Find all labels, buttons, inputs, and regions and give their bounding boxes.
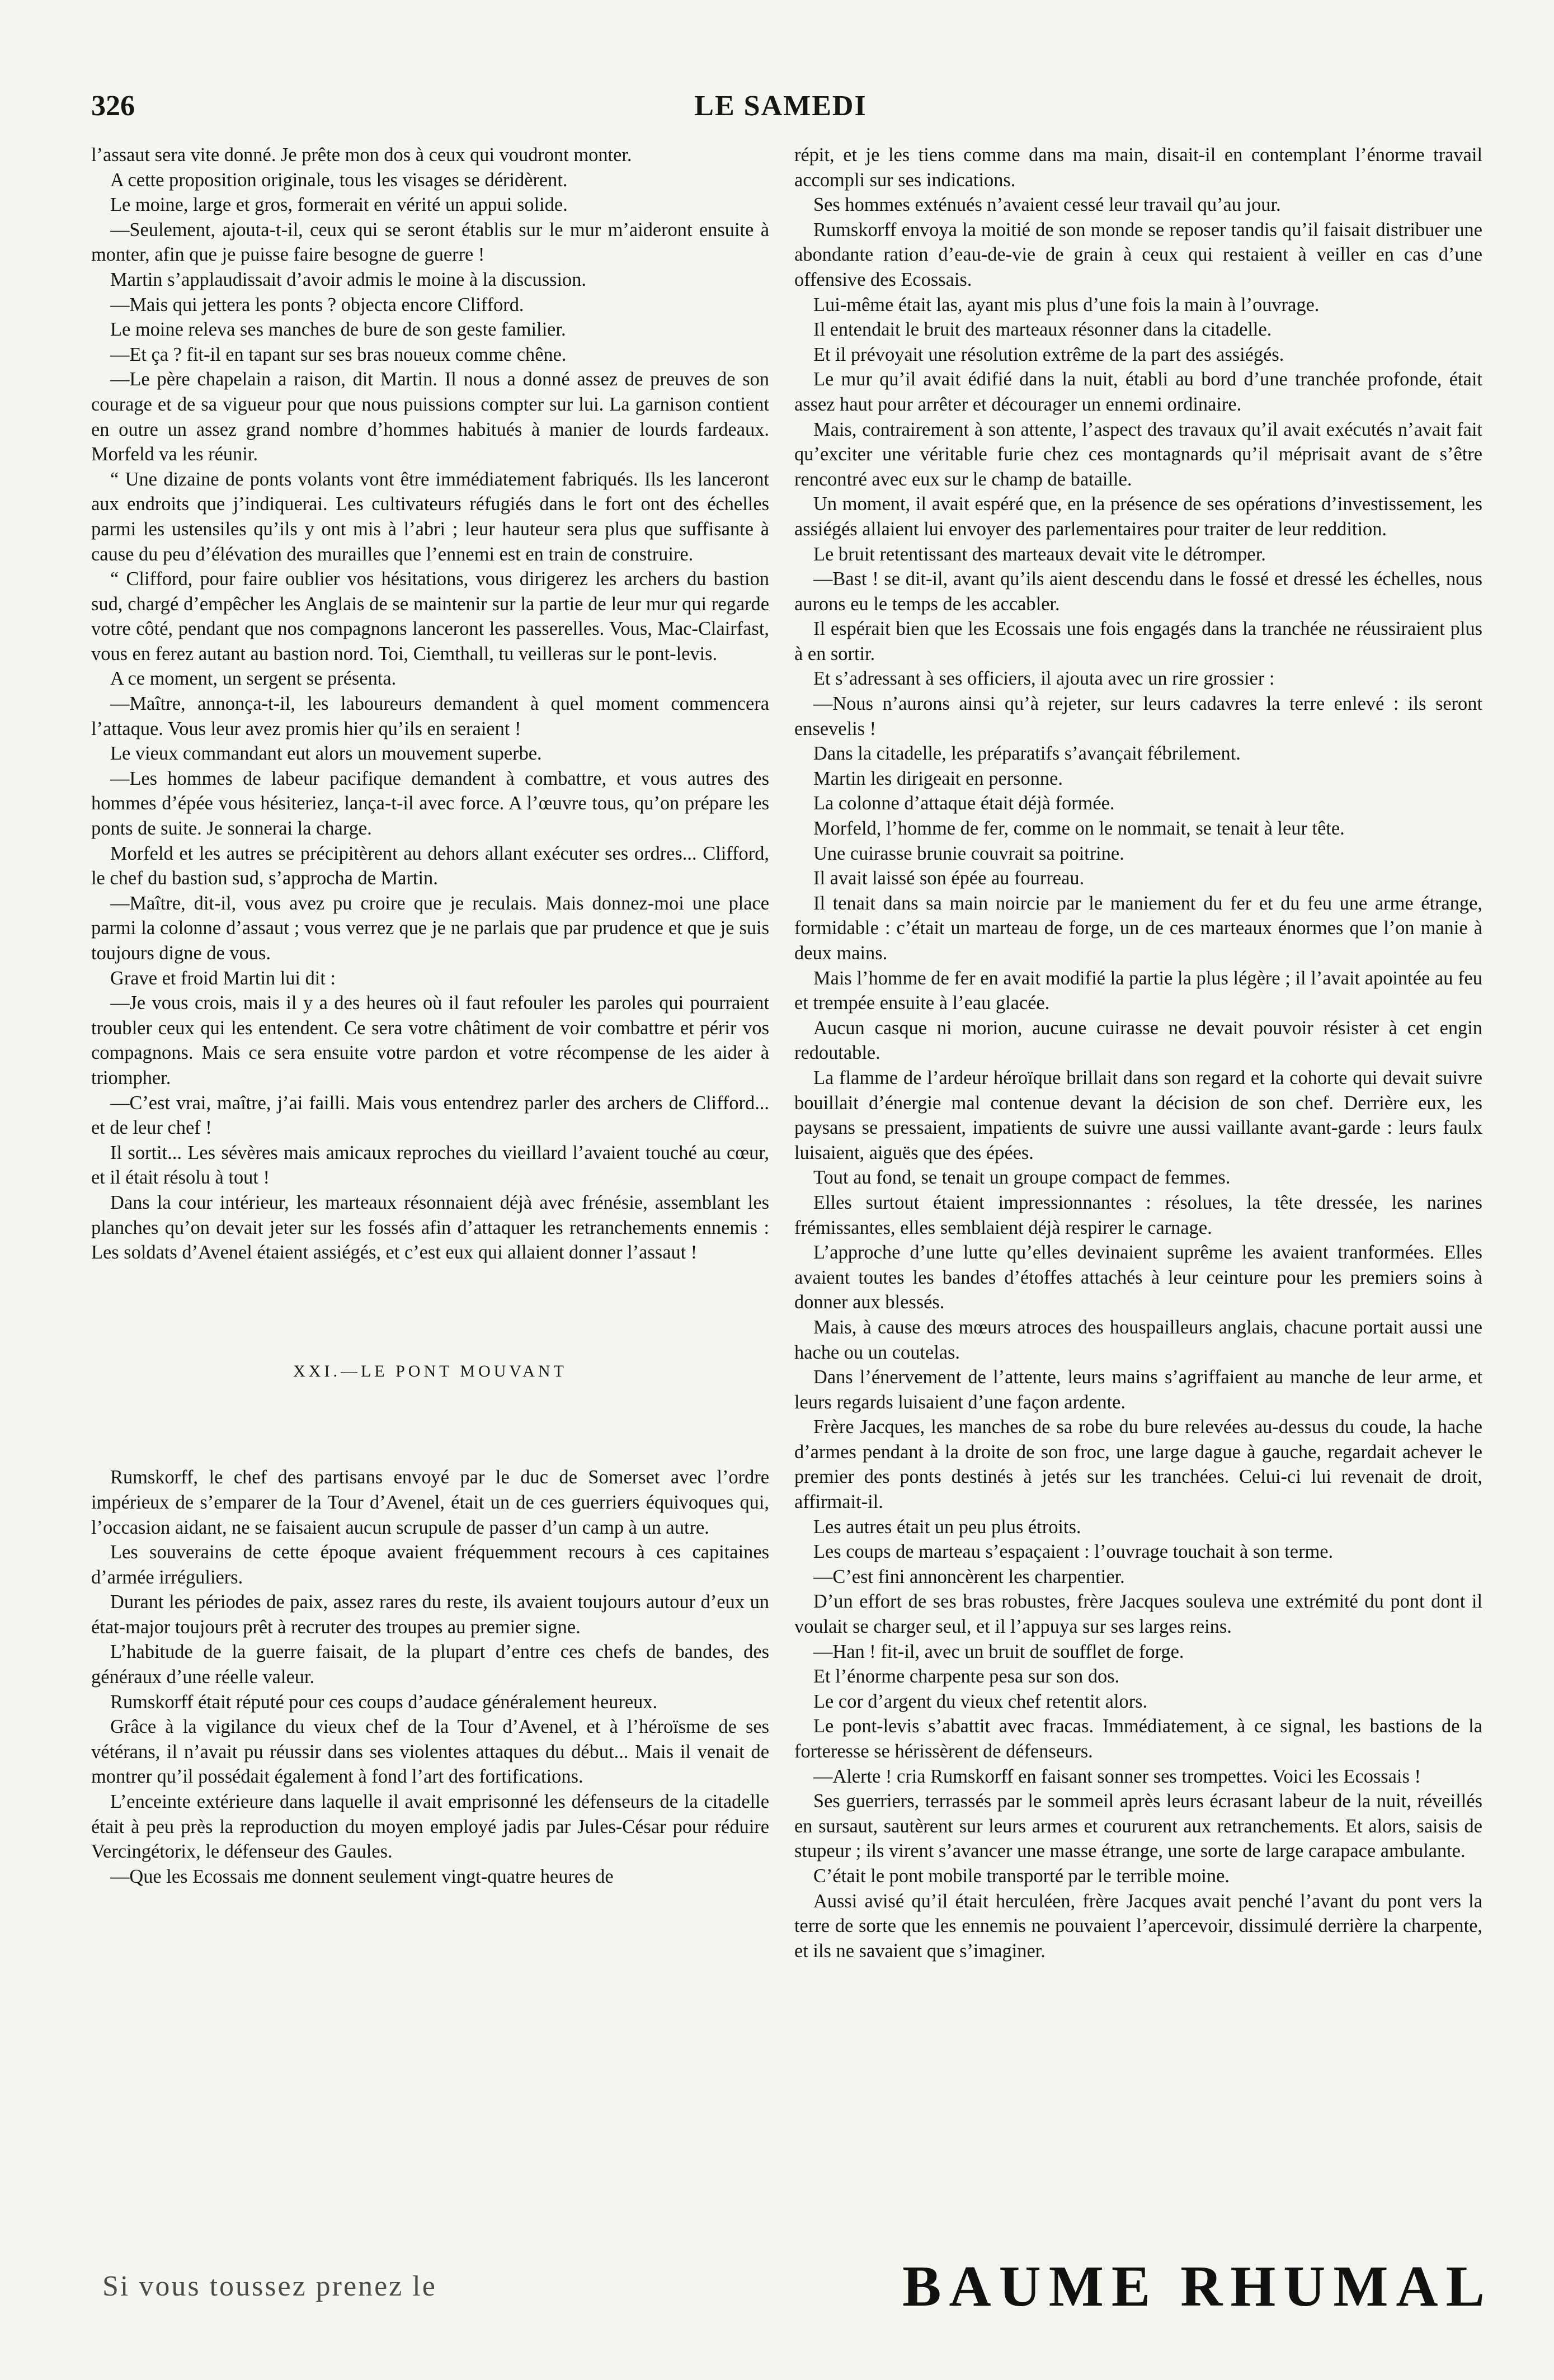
paragraph: Une cuirasse brunie couvrait sa poitrine. [813, 842, 1124, 864]
paragraph: Morfeld et les autres se précipitèrent au dehors allant exécuter ses ordres... Clifford, le chef du bastion sud, s’approcha de Martin. [91, 842, 769, 889]
journal-title: LE SAMEDI [694, 90, 867, 122]
paragraph: —Han ! fit-il, avec un bruit de soufflet de forge. [813, 1641, 1184, 1662]
paragraph: Et il prévoyait une résolution extrême de la part des assiégés. [813, 343, 1284, 365]
paragraph: Le moine, large et gros, formerait en vérité un appui solide. [110, 194, 568, 216]
paragraph: —C’est fini annoncèrent les charpentier. [813, 1566, 1125, 1587]
paragraph: —Que les Ecossais me donnent seulement vingt-quatre heures de [110, 1865, 614, 1887]
paragraph: Le mur qu’il avait édifié dans la nuit, établi au bord d’une tranchée profonde, était assez haut pour arrêter et décourager un ennemi ordinaire. [794, 369, 1482, 415]
paragraph: —Maître, annonça-t-il, les laboureurs demandent à quel moment commencera l’attaque. Vous leur avez promis hier qu’ils en seraient ! [91, 693, 769, 739]
paragraph: Il avait laissé son épée au fourreau. [813, 868, 1085, 889]
advertisement-slogan: Si vous toussez prenez le [102, 2270, 437, 2302]
advertisement-strip [91, 2253, 1492, 2320]
paragraph: A ce moment, un sergent se présenta. [110, 668, 397, 690]
paragraph: “ Une dizaine de ponts volants vont être immédiatement fabriqués. Ils les lanceront aux endroits que j’indiquerai. Les cultivateurs réfugiés dans le fort ont des échelles parmi les ustensiles qu’ils y ont mis à l’abri ; leur hauteur sera plus que suffisante à cause du peu d’élévation des murailles que l’ennemi est en train de construire. [91, 468, 769, 565]
paragraph: Martin les dirigeait en personne. [813, 767, 1063, 789]
paragraph: C’était le pont mobile transporté par le terrible moine. [813, 1865, 1230, 1887]
paragraph: Le vieux commandant eut alors un mouvement superbe. [110, 743, 542, 765]
paragraph: répit, et je les tiens comme dans ma main, disait-il en contemplant l’énorme travail accompli sur ses indications. [794, 144, 1482, 191]
paragraph: —Nous n’aurons ainsi qu’à rejeter, sur leurs cadavres la terre enlevé : ils seront ensevelis ! [794, 693, 1482, 739]
paragraph: —Bast ! se dit-il, avant qu’ils aient descendu dans le fossé et dressé les échelles, nous aurons eu le temps de les accabler. [794, 568, 1482, 615]
paragraph: Rumskorff envoya la moitié de son monde se reposer tandis qu’il faisait distribuer une abondante ration d’eau-de-vie de grain à ceux qui restaient à veiller en cas d’une offensive des Ecossais. [794, 219, 1482, 290]
section-title: XXI.—LE PONT MOUVANT [293, 1361, 567, 1380]
paragraph: —Maître, dit-il, vous avez pu croire que je reculais. Mais donnez-moi une place parmi la colonne d’assaut ; vous verrez que je ne parlais que par prudence et que je suis toujours digne de vous. [91, 892, 769, 964]
paragraph: Rumskorff, le chef des partisans envoyé par le duc de Somerset avec l’ordre impérieux de s’emparer de la Tour d’Avenel, était un de ces guerriers équivoques qui, l’occasion aidant, ne se faisaient aucun scrupule de passer d’un camp à un autre. [91, 1467, 769, 1538]
paragraph: Aussi avisé qu’il était herculéen, frère Jacques avait penché l’avant du pont vers la terre de sorte que les ennemis ne pouvaient l’apercevoir, dissimulé derrière la charpente, et ils ne savaient que s’imaginer. [794, 1890, 1482, 1962]
paragraph: Dans l’énervement de l’attente, leurs mains s’agriffaient au manche de leur arme, et leurs regards luisaient d’une façon ardente. [794, 1366, 1482, 1413]
paragraph: Il sortit... Les sévères mais amicaux reproches du vieillard l’avaient touché au cœur, et il était résolu à tout ! [91, 1142, 769, 1189]
left-column-text-bottom [91, 1465, 769, 1889]
paragraph: Le pont-levis s’abattit avec fracas. Immédiatement, à ce signal, les bastions de la forteresse se hérissèrent de défenseurs. [794, 1716, 1482, 1762]
paragraph: Lui-même était las, ayant mis plus d’une fois la main à l’ouvrage. [813, 294, 1320, 315]
paragraph: Les souverains de cette époque avaient fréquemment recours à ces capitaines d’armée irréguliers. [91, 1542, 769, 1588]
paragraph: —C’est vrai, maître, j’ai failli. Mais vous entendrez parler des archers de Clifford... et de leur chef ! [91, 1092, 769, 1139]
paragraph: —Et ça ? fit-il en tapant sur ses bras noueux comme chêne. [110, 343, 567, 365]
paragraph: Le cor d’argent du vieux chef retentit alors. [813, 1690, 1148, 1712]
paragraph: —Mais qui jettera les ponts ? objecta encore Clifford. [110, 294, 524, 315]
paragraph: Mais l’homme de fer en avait modifié la partie la plus légère ; il l’avait apointée au feu et trempée ensuite à l’eau glacée. [794, 967, 1482, 1014]
paragraph: Rumskorff était réputé pour ces coups d’audace généralement heureux. [110, 1691, 658, 1713]
paragraph: Grave et froid Martin lui dit : [110, 967, 336, 989]
paragraph: Les coups de marteau s’espaçaient : l’ouvrage touchait à son terme. [813, 1541, 1334, 1563]
paragraph: Mais, à cause des mœurs atroces des houspailleurs anglais, chacune portait aussi une hache ou un coutelas. [794, 1316, 1482, 1363]
paragraph: “ Clifford, pour faire oublier vos hésitations, vous dirigerez les archers du bastion sud, chargé d’empêcher les Anglais de se maintenir sur la partie de leur mur qui regarde votre côté, pendant que nos compagnons lanceront les passerelles. Vous, Mac-Clairfast, vous en ferez autant au bastion nord. Toi, Ciemthall, tu veilleras sur le pont-levis. [91, 568, 769, 664]
paragraph: L’habitude de la guerre faisait, de la plupart d’entre ces chefs de bandes, des généraux d’une réelle valeur. [91, 1641, 769, 1688]
paragraph: Frère Jacques, les manches de sa robe du bure relevées au-dessus du coude, la hache d’armes pendant à la droite de son froc, une large dague à gauche, regardait achever le premier des ponts destinés à jetés sur les tranchées. Celui-ci lui revenait de droit, affirmait-il. [794, 1416, 1482, 1513]
paragraph: Mais, contrairement à son attente, l’aspect des travaux qu’il avait exécutés n’avait fait qu’exciter une véritable furie chez ces montagnards qu’il méprisait avant de s’être rencontré avec eux sur le champ de bataille. [794, 418, 1482, 490]
paragraph: Morfeld, l’homme de fer, comme on le nommait, se tenait à leur tête. [813, 818, 1345, 840]
paragraph: Il entendait le bruit des marteaux résonner dans la citadelle. [813, 319, 1272, 341]
paragraph: Tout au fond, se tenait un groupe compact de femmes. [813, 1167, 1231, 1189]
paragraph: Un moment, il avait espéré que, en la présence de ses opérations d’investissement, les assiégés allaient lui envoyer des parlementaires pour traiter de leur reddition. [794, 493, 1482, 540]
paragraph: Il espérait bien que les Ecossais une fois engagés dans la tranchée ne réussiraient plus à en sortir. [794, 618, 1482, 664]
paragraph: Et l’énorme charpente pesa sur son dos. [813, 1666, 1120, 1688]
paragraph: Dans la citadelle, les préparatifs s’avançait fébrilement. [813, 743, 1241, 765]
paragraph: La flamme de l’ardeur héroïque brillait dans son regard et la cohorte qui devait suivre bouillait d’énergie mal contenue devant la décision de son chef. Derrière eux, les paysans se pressaient, impatients de suivre une aussi vaillante avant-garde : leurs faulx luisaient, aiguës que des épées. [794, 1067, 1482, 1163]
page-header [91, 89, 1470, 140]
right-column [794, 143, 1482, 1963]
paragraph: A cette proposition originale, tous les visages se déridèrent. [110, 169, 568, 191]
paragraph: Les autres était un peu plus étroits. [813, 1516, 1081, 1538]
paragraph: Dans la cour intérieur, les marteaux résonnaient déjà avec frénésie, assemblant les planches qu’on devait jeter sur les fossés afin d’attaquer les retranchements ennemis : Les soldats d’Avenel étaient assiégés, et c’est eux qui allaient donner l’assaut ! [91, 1191, 769, 1264]
paragraph: —Je vous crois, mais il y a des heures où il faut refouler les paroles qui pourraient troubler ceux qui les entendent. Ce sera votre châtiment de voir combattre et périr vos compagnons. Mais ce sera ensuite votre pardon et votre récompense de les aider à triompher. [91, 992, 769, 1088]
paragraph: Ses hommes exténués n’avaient cessé leur travail qu’au jour. [813, 194, 1281, 216]
left-column-text-top [91, 143, 769, 1265]
paragraph: Le bruit retentissant des marteaux devait vite le détromper. [813, 543, 1266, 565]
page-number: 326 [91, 90, 135, 122]
paragraph: —Les hommes de labeur pacifique demandent à combattre, et vous autres des hommes d’épée vous hésiteriez, lança-t-il avec force. A l’œuvre tous, qu’on prépare les ponts de suite. Je sonnerai la charge. [91, 767, 769, 840]
paragraph: L’enceinte extérieure dans laquelle il avait emprisonné les défenseurs de la citadelle était à peu près la reproduction du moyen employé jadis par Jules-César pour réduire Vercingétorix, le défenseur des Gaules. [91, 1791, 769, 1863]
paragraph: Durant les périodes de paix, assez rares du reste, ils avaient toujours autour d’eux un état-major toujours prêt à recruter des troupes au premier signe. [91, 1591, 769, 1638]
left-column [91, 143, 769, 1889]
paragraph: Martin s’applaudissait d’avoir admis le moine à la discussion. [110, 268, 587, 290]
paragraph: —Le père chapelain a raison, dit Martin. Il nous a donné assez de preuves de son courage et de sa vigueur pour que nous puissions compter sur lui. La garnison contient en outre un assez grand nombre d’hommes habitués à manier de lourds fardeaux. Morfeld va les réunir. [91, 369, 769, 465]
paragraph: Le moine releva ses manches de bure de son geste familier. [110, 319, 566, 341]
paragraph: La colonne d’attaque était déjà formée. [813, 793, 1115, 814]
paragraph: l’assaut sera vite donné. Je prête mon dos à ceux qui voudront monter. [91, 144, 632, 166]
paragraph: Aucun casque ni morion, aucune cuirasse ne devait pouvoir résister à cet engin redoutable. [794, 1017, 1482, 1064]
paragraph: Et s’adressant à ses officiers, il ajouta avec un rire grossier : [813, 668, 1275, 690]
paragraph: Grâce à la vigilance du vieux chef de la Tour d’Avenel, et à l’héroïsme de ses vétérans, il n’avait pu réussir dans ses violentes attaques du début... Mais il venait de montrer qu’il possédait également à fond l’art des fortifications. [91, 1716, 769, 1788]
paragraph: D’un effort de ses bras robustes, frère Jacques souleva une extrémité du pont dont il voulait se charger seul, et il l’appuya sur ses larges reins. [794, 1591, 1482, 1638]
paragraph: Il tenait dans sa main noircie par le maniement du fer et du feu une arme étrange, formidable : c’était un marteau de forge, un de ces marteaux énormes que l’on manie à deux mains. [794, 892, 1482, 964]
paragraph: L’approche d’une lutte qu’elles devinaient suprême les avaient tranformées. Elles avaient toutes les bandes d’étoffes attachés à leur ceinture pour les premiers soins à donner aux blessés. [794, 1242, 1482, 1313]
paragraph: Ses guerriers, terrassés par le sommeil après leurs écrasant labeur de la nuit, réveillés en sursaut, sautèrent sur leurs armes et coururent aux retranchements. Et alors, saisis de stupeur ; ils virent s’avancer une masse étrange, une sorte de large carapace ambulante. [794, 1790, 1482, 1862]
paragraph: Elles surtout étaient impressionnantes : résolues, la tête dressée, les narines frémissantes, elles semblaient déjà respirer le carnage. [794, 1191, 1482, 1238]
advertisement-brand: BAUME RHUMAL [902, 2254, 1492, 2318]
paragraph: —Alerte ! cria Rumskorff en faisant sonner ses trompettes. Voici les Ecossais ! [813, 1765, 1421, 1787]
paragraph: —Seulement, ajouta-t-il, ceux qui se seront établis sur le mur m’aideront ensuite à monter, afin que je puisse faire besogne de guerre ! [91, 219, 769, 266]
